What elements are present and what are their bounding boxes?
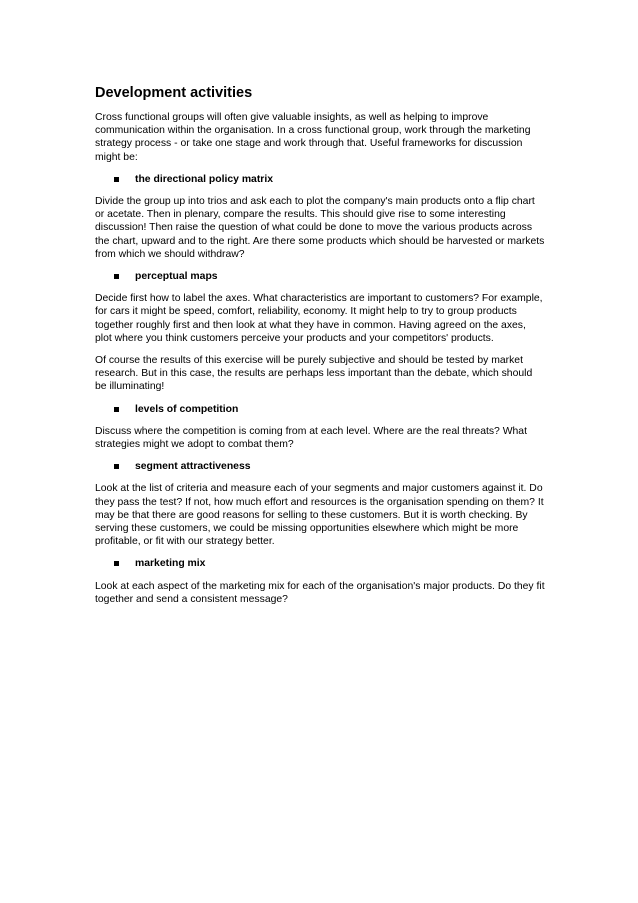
bullet-heading-text: the directional policy matrix bbox=[135, 173, 274, 185]
marketing-mix-paragraph: Look at each aspect of the marketing mix for each of the organisation's major products. Do they fit together and send a consistent message? bbox=[95, 580, 545, 605]
document-body bbox=[95, 84, 545, 615]
perceptual-maps-paragraph-2: Of course the results of this exercise will be purely subjective and should be tested by market research. But in this case, the results are perhaps less important than the debate, which should be illuminating! bbox=[95, 355, 533, 393]
square-bullet-icon bbox=[114, 407, 119, 412]
bullet-heading-perceptual-maps bbox=[95, 270, 545, 283]
bullet-heading-levels-of-competition bbox=[95, 403, 545, 416]
square-bullet-icon bbox=[114, 464, 119, 469]
bullet-heading-marketing-mix bbox=[95, 557, 545, 570]
levels-of-competition-paragraph: Discuss where the competition is coming from at each level. Where are the real threats? What strategies might we adopt to combat them? bbox=[95, 425, 527, 451]
directional-policy-matrix-paragraph: Divide the group up into trios and ask each to plot the company's main products onto a flip chart or acetate. Then in plenary, compare the results. This should give rise to some interesting discussion! Then raise the question of what could be done to move the various products across the chart, upward and to the right. Are there some products which should be harvested or markets from which we should withdraw? bbox=[95, 196, 545, 260]
bullet-heading-text: levels of competition bbox=[135, 403, 239, 415]
bullet-heading-text: segment attractiveness bbox=[135, 461, 251, 473]
bullet-heading-text: perceptual maps bbox=[135, 271, 218, 283]
intro-paragraph: Cross functional groups will often give valuable insights, as well as helping to improve communication within the organisation. In a cross functional group, work through the marketing strategy process - or take one stage and work through that. Useful frameworks for discussion might be: bbox=[95, 112, 531, 163]
segment-attractiveness-paragraph: Look at the list of criteria and measure each of your segments and major customers against it. Do they pass the test? If not, how much effort and resources is the organisation spending on them? It may be that there are good reasons for selling to these customers. But it is worth checking. By serving these customers, we could be missing opportunities elsewhere which might be more profitable, or fit with our strategy better. bbox=[95, 483, 544, 548]
bullet-heading-text: marketing mix bbox=[135, 558, 206, 570]
square-bullet-icon bbox=[114, 274, 119, 279]
bullet-heading-directional-policy-matrix bbox=[95, 173, 545, 186]
square-bullet-icon bbox=[114, 561, 119, 566]
square-bullet-icon bbox=[114, 177, 119, 182]
bullet-heading-segment-attractiveness bbox=[95, 460, 545, 473]
document-title: Development activities bbox=[95, 85, 253, 101]
perceptual-maps-paragraph-1: Decide first how to label the axes. What characteristics are important to customers? For example, for cars it might be speed, comfort, reliability, economy. It might help to try to group products together roughly first and then look at what they have in common. Having agreed on the axes, plot where you think customers perceive your products and your competitors' products. bbox=[95, 293, 543, 344]
